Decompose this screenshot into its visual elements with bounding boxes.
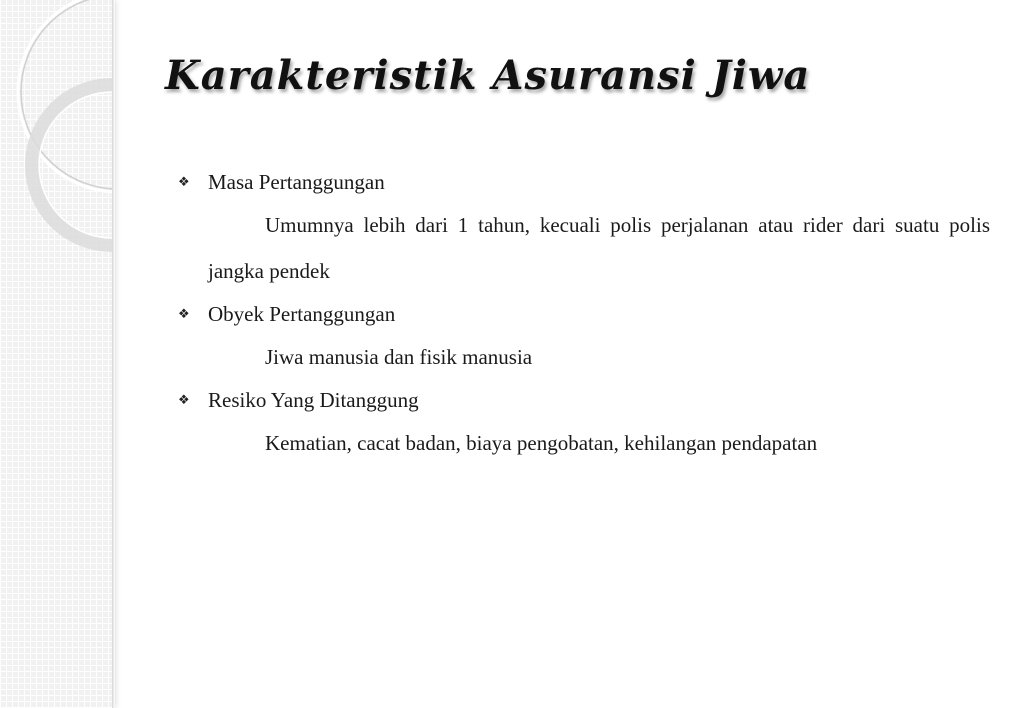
band-edge-divider — [112, 0, 115, 708]
bullet-row — [178, 384, 990, 416]
section-obyek-pertanggungan — [178, 298, 990, 380]
section-masa-pertanggungan — [178, 166, 990, 294]
bullet-row — [178, 166, 990, 198]
diamond-bullet-icon: ❖ — [178, 392, 190, 407]
diamond-bullet-icon: ❖ — [178, 174, 190, 189]
slide-content — [178, 166, 990, 470]
section-resiko-yang-ditanggung — [178, 384, 990, 466]
section-description: Umumnya lebih dari 1 tahun, kecuali polis perjalanan atau rider dari suatu polis jangka pendek — [208, 213, 990, 283]
section-heading: Masa Pertanggungan — [208, 170, 385, 194]
section-description: Kematian, cacat badan, biaya pengobatan, kehilangan pendapatan — [265, 431, 818, 455]
decorative-left-band — [0, 0, 112, 708]
section-heading: Obyek Pertanggungan — [208, 302, 396, 326]
slide-title: Karakteristik Asuransi Jiwa — [165, 52, 811, 99]
section-heading: Resiko Yang Ditanggung — [208, 388, 419, 412]
decorative-rings — [0, 0, 112, 708]
diamond-bullet-icon: ❖ — [178, 306, 190, 321]
decorative-ring-small — [32, 85, 112, 245]
bullet-row — [178, 298, 990, 330]
section-description: Jiwa manusia dan fisik manusia — [265, 345, 533, 369]
